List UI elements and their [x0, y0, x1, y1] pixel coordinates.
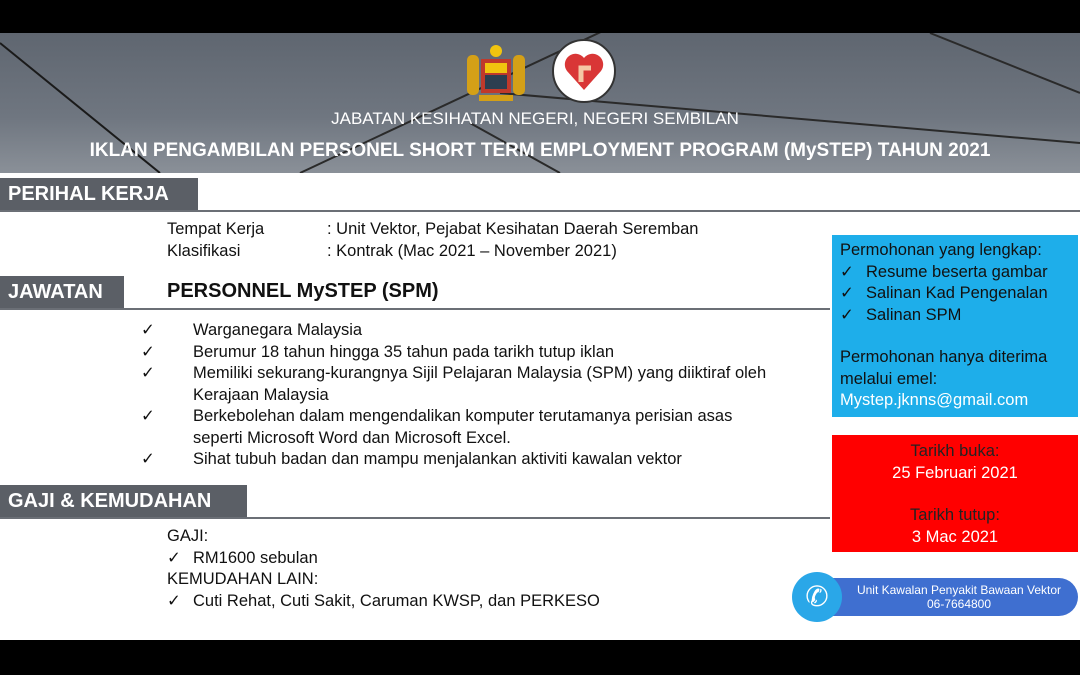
- malaysia-coat-of-arms-logo: [463, 41, 529, 110]
- check-icon: ✓: [167, 548, 181, 567]
- contact-phone[interactable]: 06-7664800: [926, 597, 992, 611]
- detail-value: : Kontrak (Mac 2021 – November 2021): [327, 241, 617, 260]
- detail-value: : Unit Vektor, Pejabat Kesihatan Daerah Seremban: [327, 220, 699, 238]
- poster-body: [0, 173, 1080, 640]
- requirements-list: [141, 320, 827, 471]
- salary-label: GAJI:: [167, 527, 209, 545]
- check-icon: ✓: [141, 407, 155, 425]
- box-title: Permohonan yang lengkap:: [840, 241, 1042, 259]
- check-icon: ✓: [141, 342, 155, 361]
- list-item: [141, 406, 827, 449]
- open-date-label: Tarikh buka:: [910, 442, 1000, 460]
- check-icon: ✓: [840, 262, 854, 281]
- detail-key: Klasifikasi: [167, 241, 241, 260]
- close-date-label: Tarikh tutup:: [910, 506, 1000, 524]
- salary-benefits: [167, 526, 600, 612]
- list-item: Salinan Kad Pengenalan: [866, 284, 1048, 302]
- check-icon: ✓: [840, 284, 854, 302]
- section-perihal-kerja: PERIHAL KERJA: [0, 178, 198, 211]
- item-text: Berkebolehan dalam mengendalikan komputer terutamanya perisian asas seperti Microsoft Word dan Microsoft Excel.: [193, 407, 733, 447]
- divider: [0, 210, 1080, 212]
- detail-key: Tempat Kerja: [167, 220, 265, 238]
- list-item: [141, 363, 827, 406]
- application-requirements-box: [832, 235, 1078, 417]
- check-icon: ✓: [141, 321, 155, 339]
- divider: [0, 517, 830, 519]
- email-link[interactable]: Mystep.jknns@gmail.com: [840, 391, 1029, 409]
- close-date: 3 Mac 2021: [911, 527, 999, 546]
- page-title: IKLAN PENGAMBILAN PERSONEL SHORT TERM EMPLOYMENT PROGRAM (MySTEP) TAHUN 2021: [89, 140, 991, 161]
- check-icon: ✓: [141, 450, 155, 468]
- check-icon: ✓: [167, 591, 181, 610]
- section-jawatan: JAWATAN: [0, 276, 124, 309]
- section-gaji-kemudahan: GAJI & KEMUDAHAN: [0, 485, 247, 518]
- list-item: Salinan SPM: [866, 305, 962, 324]
- work-details: [167, 219, 698, 262]
- check-icon: ✓: [840, 305, 854, 324]
- list-item: Resume beserta gambar: [866, 262, 1048, 281]
- organization-name: JABATAN KESIHATAN NEGERI, NEGERI SEMBILAN: [331, 109, 739, 128]
- divider: [0, 308, 830, 310]
- email-note: Permohonan hanya diterima melalui emel:: [840, 348, 1048, 388]
- list-item: [141, 342, 827, 364]
- kkm-logo: [551, 38, 617, 109]
- check-icon: ✓: [141, 364, 155, 382]
- benefits-label: KEMUDAHAN LAIN:: [167, 570, 319, 588]
- salary-value: RM1600 sebulan: [193, 548, 318, 567]
- dates-box: [832, 435, 1078, 552]
- item-text: Memiliki sekurang-kurangnya Sijil Pelajaran Malaysia (SPM) yang diiktiraf oleh Kerajaan Malaysia: [193, 364, 767, 404]
- benefits-value: Cuti Rehat, Cuti Sakit, Caruman KWSP, dan PERKESO: [193, 591, 600, 610]
- open-date: 25 Februari 2021: [892, 463, 1018, 482]
- phone-icon: ✆: [792, 572, 842, 622]
- contact-unit: Unit Kawalan Penyakit Bawaan Vektor: [856, 583, 1062, 597]
- position-title: PERSONNEL MySTEP (SPM): [167, 280, 439, 302]
- item-text: Berumur 18 tahun hingga 35 tahun pada tarikh tutup iklan: [193, 342, 615, 361]
- list-item: [141, 449, 827, 471]
- header-banner: [0, 33, 1080, 173]
- item-text: Warganegara Malaysia: [193, 321, 363, 339]
- item-text: Sihat tubuh badan dan mampu menjalankan aktiviti kawalan vektor: [193, 450, 682, 468]
- list-item: [141, 320, 827, 342]
